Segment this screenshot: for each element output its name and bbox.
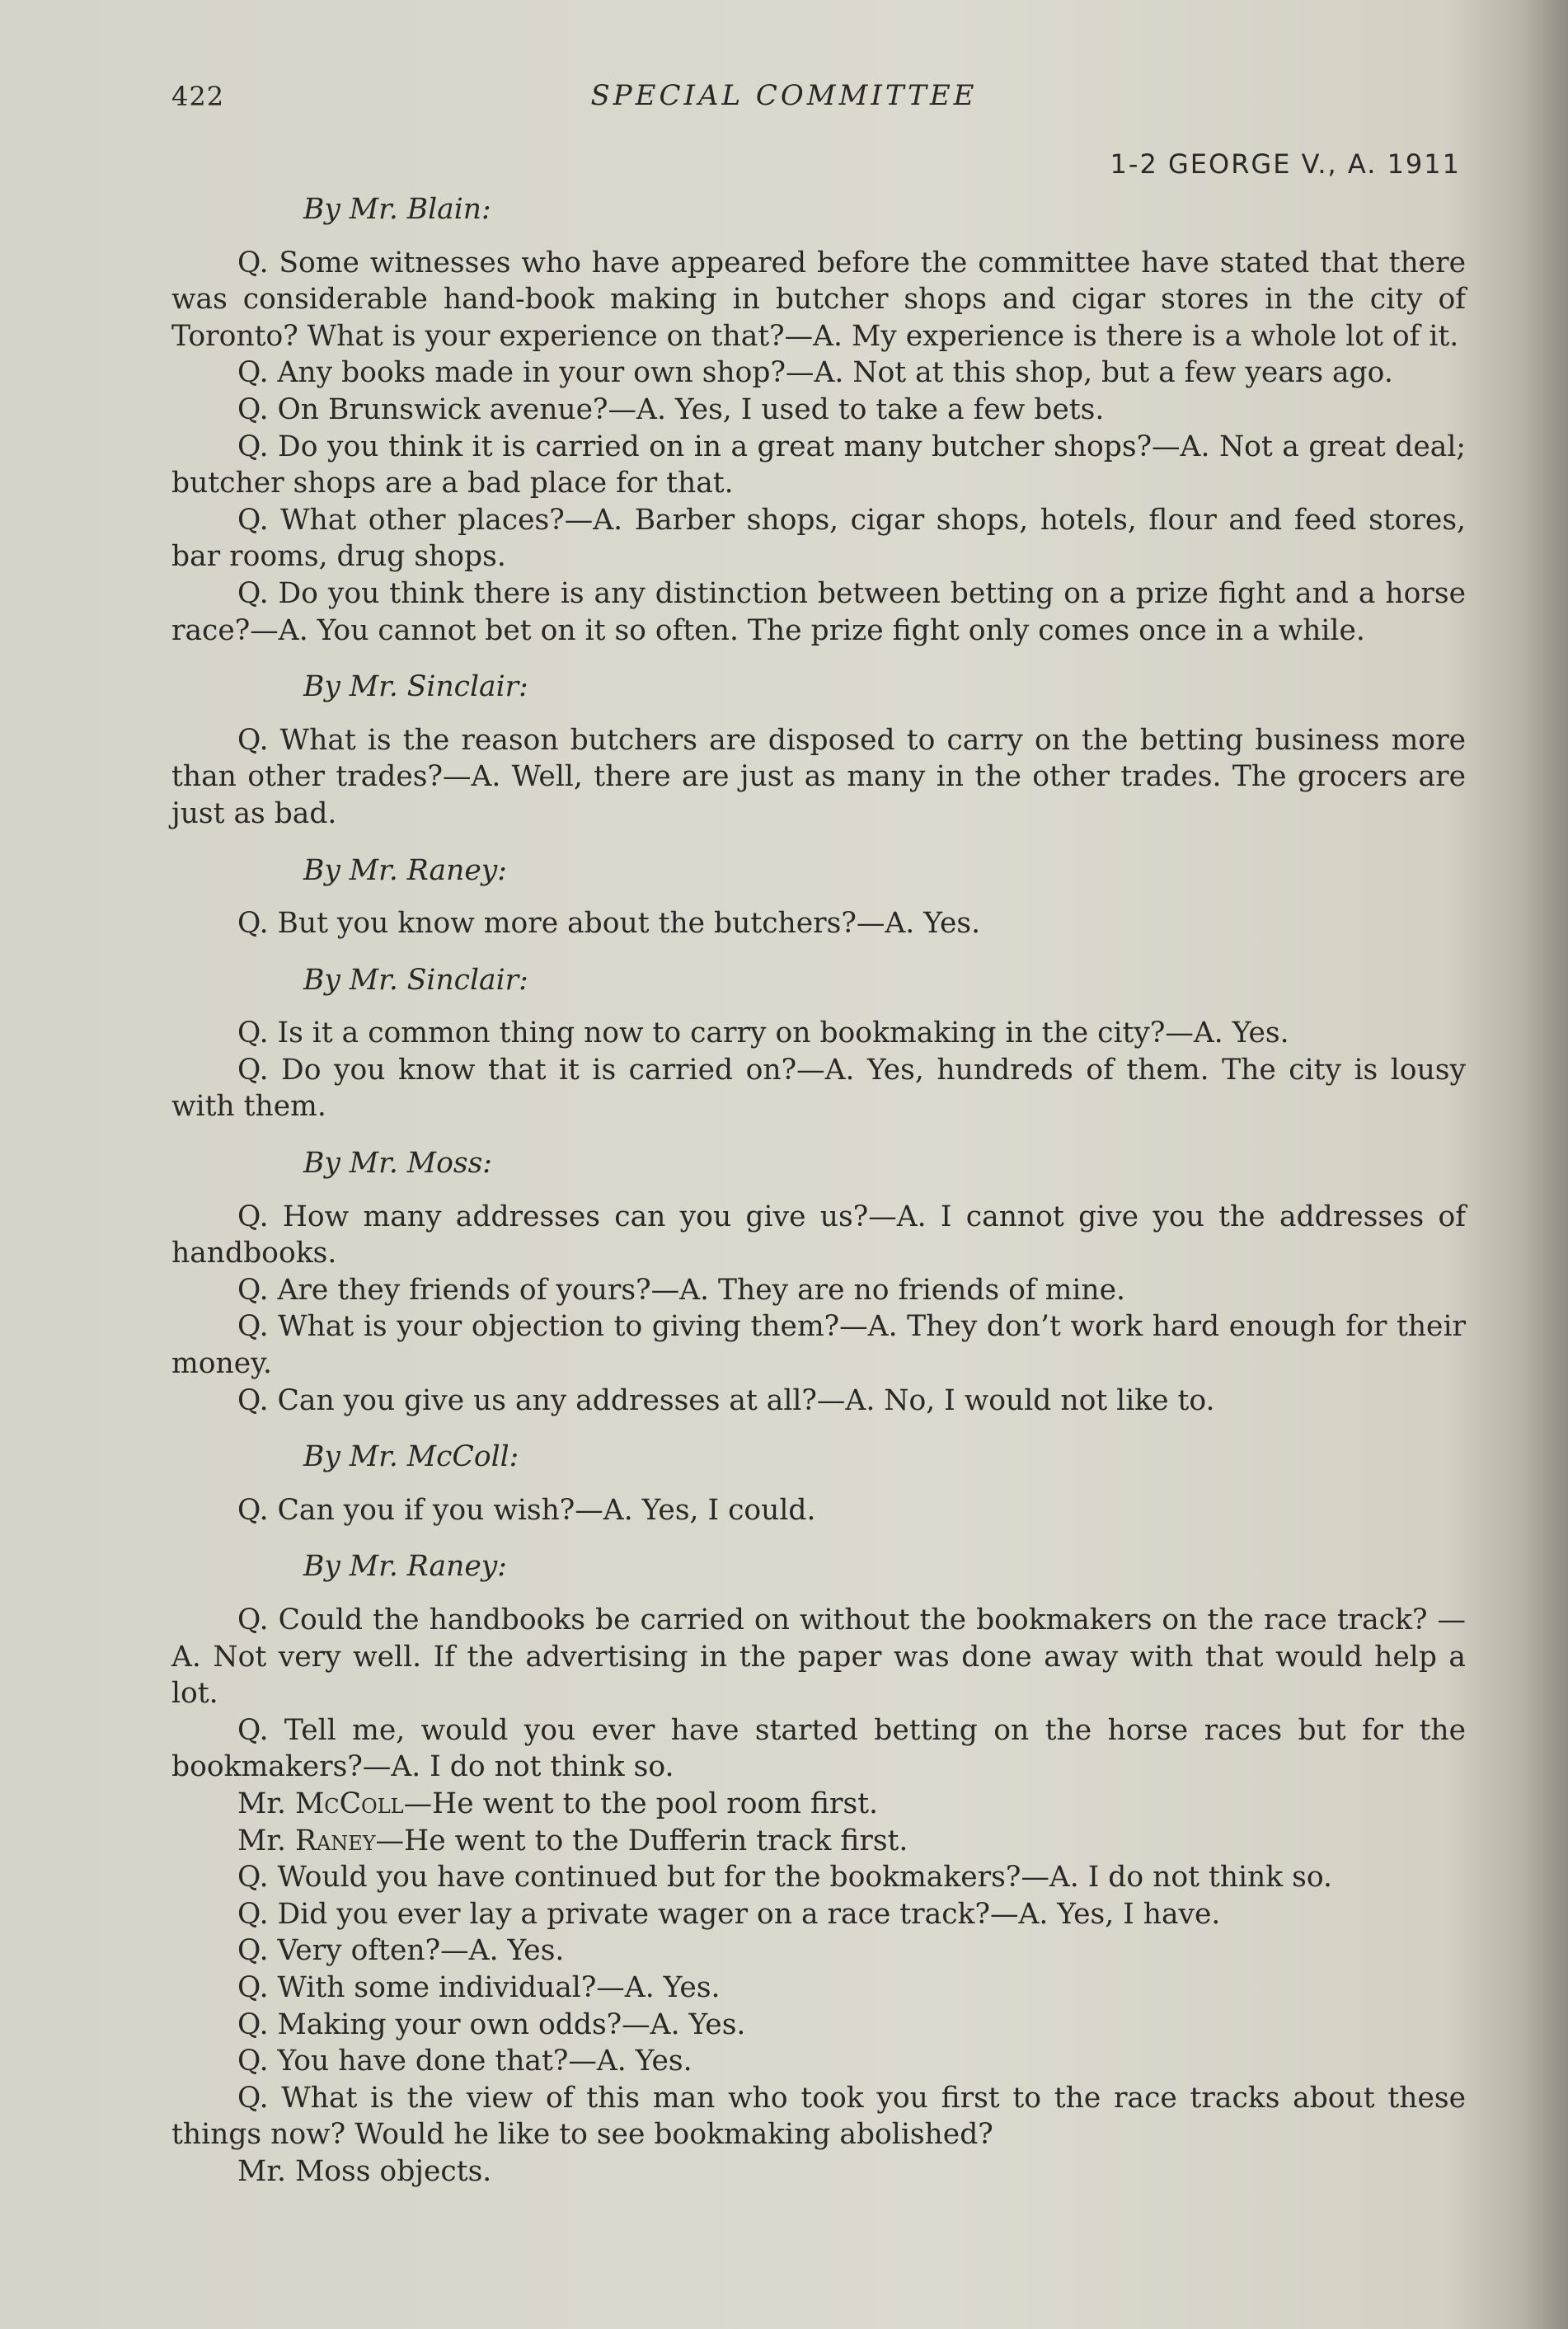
- testimony-paragraph: Q. Is it a common thing now to carry on bookmaking in the city?—A. Yes.: [237, 1017, 1289, 1050]
- speaker-heading: By Mr. Sinclair:: [303, 963, 528, 997]
- testimony-paragraph: Q. You have done that?—A. Yes.: [237, 2045, 692, 2078]
- body-text: [171, 191, 1466, 2190]
- speaker-heading: By Mr. McColl:: [303, 1440, 519, 1474]
- testimony-paragraph: Q. Could the handbooks be carried on without the bookmakers on the race track? —A. Not very well. If the advertising in the paper was done away with that would help a lot.: [171, 1604, 1466, 1711]
- testimony-paragraph: Q. But you know more about the butchers?—A. Yes.: [237, 907, 981, 941]
- testimony-paragraph: Q. Do you think it is carried on in a great many butcher shops?—A. Not a great deal; butcher shops are a bad place for that.: [171, 430, 1466, 500]
- running-title: SPECIAL COMMITTEE: [590, 79, 978, 112]
- page-number: 422: [171, 81, 225, 112]
- testimony-paragraph: Q. With some individual?—A. Yes.: [237, 1970, 721, 2004]
- interjection: Mr. Raney—He went to the Dufferin track first.: [237, 1824, 908, 1857]
- testimony-paragraph: Q. What is your objection to giving them?—A. They don’t work hard enough for their money.: [171, 1310, 1466, 1381]
- testimony-paragraph: Q. Would you have continued but for the bookmakers?—A. I do not think so.: [237, 1861, 1332, 1895]
- interjection-text: —He went to the Dufferin track first.: [375, 1824, 908, 1857]
- interjection: Mr. McColl—He went to the pool room first.: [237, 1787, 879, 1820]
- testimony-paragraph: Q. Tell me, would you ever have started betting on the horse races but for the bookmakers?—A. I do not think so.: [171, 1713, 1466, 1784]
- speaker-heading: By Mr. Moss:: [303, 1147, 492, 1181]
- testimony-paragraph: Q. What is the view of this man who took you first to the race tracks about these things now? Would he like to see bookmaking abolished?: [171, 2081, 1466, 2152]
- testimony-paragraph: Q. Any books made in your own shop?—A. Not at this shop, but a few years ago.: [237, 356, 1393, 390]
- interjection-speaker: McColl: [294, 1787, 404, 1820]
- testimony-paragraph: Q. Can you if you wish?—A. Yes, I could.: [237, 1493, 816, 1527]
- testimony-paragraph: Q. Are they friends of yours?—A. They are no friends of mine.: [237, 1273, 1126, 1307]
- testimony-paragraph: Q. Making your own odds?—A. Yes.: [237, 2007, 746, 2041]
- testimony-paragraph: Q. On Brunswick avenue?—A. Yes, I used to take a few bets.: [237, 392, 1105, 426]
- testimony-paragraph: Q. What is the reason butchers are disposed to carry on the betting business more than other trades?—A. Well, there are just as many in the other trades. The grocers are just as bad.: [171, 723, 1466, 830]
- testimony-paragraph: Q. How many addresses can you give us?—A. I cannot give you the addresses of handbooks.: [171, 1200, 1466, 1270]
- closing-note: Mr. Moss objects.: [237, 2154, 492, 2188]
- testimony-paragraph: Q. Can you give us any addresses at all?—A. No, I would not like to.: [237, 1383, 1215, 1417]
- session-reference: 1-2 GEORGE V., A. 1911: [1110, 148, 1461, 180]
- testimony-paragraph: Q. Some witnesses who have appeared before the committee have stated that there was considerable hand-book making in butcher shops and cigar stores in the city of Toronto? What is your experience on that?—A. My experience is there is a whole lot of it.: [171, 246, 1466, 353]
- speaker-heading: By Mr. Blain:: [303, 193, 491, 226]
- speaker-heading: By Mr. Raney:: [303, 853, 507, 887]
- testimony-paragraph: Q. Do you know that it is carried on?—A. Yes, hundreds of them. The city is lousy with them.: [171, 1053, 1466, 1124]
- interjection-text: —He went to the pool room first.: [403, 1787, 879, 1820]
- testimony-paragraph: Q. Very often?—A. Yes.: [237, 1934, 565, 1968]
- testimony-paragraph: Q. Do you think there is any distinction between betting on a prize fight and a horse race?—A. You cannot bet on it so often. The prize fight only comes once in a while.: [171, 576, 1466, 647]
- testimony-paragraph: Q. What other places?—A. Barber shops, cigar shops, hotels, flour and feed stores, bar rooms, drug shops.: [171, 503, 1466, 574]
- testimony-paragraph: Q. Did you ever lay a private wager on a race track?—A. Yes, I have.: [237, 1897, 1221, 1931]
- speaker-heading: By Mr. Sinclair:: [303, 670, 528, 704]
- speaker-heading: By Mr. Raney:: [303, 1550, 507, 1584]
- interjection-speaker: Raney: [294, 1824, 376, 1857]
